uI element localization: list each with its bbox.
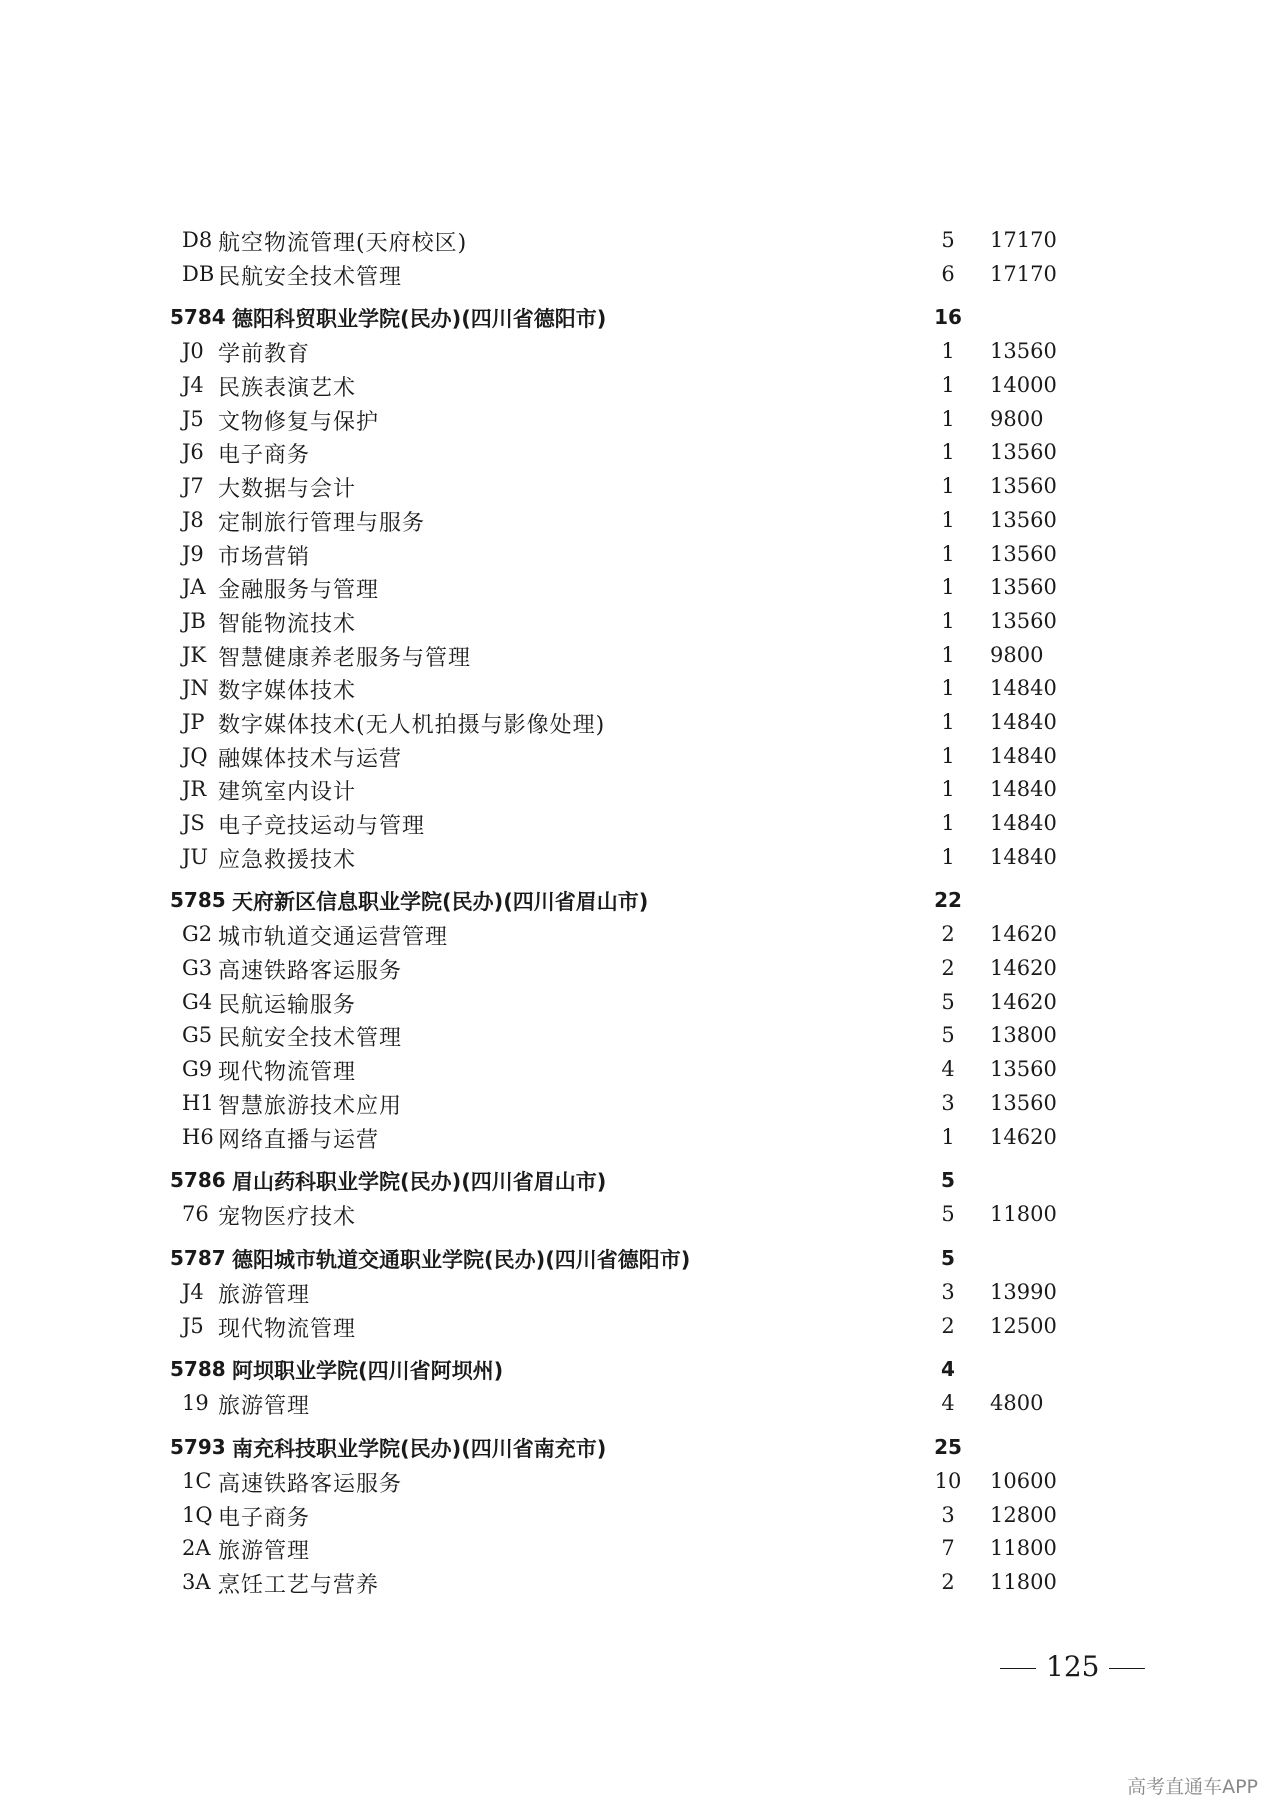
- major-tuition-fee: 13560: [990, 507, 1057, 532]
- major-code: JP: [182, 709, 205, 734]
- major-plan-count: 5: [941, 989, 955, 1014]
- major-code: H6: [182, 1124, 214, 1149]
- major-code: G3: [182, 956, 213, 981]
- major-tuition-fee: 14620: [990, 989, 1057, 1014]
- major-name: 智能物流技术: [218, 611, 357, 637]
- major-name: 城市轨道交通运营管理: [218, 925, 449, 951]
- major-tuition-fee: 14840: [990, 844, 1057, 869]
- major-name: 智慧旅游技术应用: [218, 1093, 403, 1119]
- school-code: 5786: [170, 1168, 226, 1193]
- major-plan-count: 6: [941, 261, 955, 286]
- major-plan-count: 1: [941, 406, 955, 431]
- major-row: [0, 1501, 1280, 1535]
- page-number: [990, 1650, 1155, 1683]
- major-row: [0, 1312, 1280, 1346]
- major-code: JQ: [182, 743, 208, 768]
- school-name: 德阳城市轨道交通职业学院(民办)(四川省德阳市): [232, 1247, 691, 1272]
- major-name: 电子商务: [218, 443, 311, 469]
- major-plan-count: 5: [941, 1202, 955, 1227]
- major-row: [0, 1534, 1280, 1568]
- major-name: 市场营销: [218, 544, 311, 570]
- major-plan-count: 5: [941, 228, 955, 252]
- major-tuition-fee: 14620: [990, 922, 1057, 947]
- major-name: 应急救援技术: [218, 847, 357, 873]
- major-tuition-fee: 11800: [990, 1202, 1057, 1227]
- major-code: J4: [182, 1279, 204, 1304]
- major-plan-count: 1: [941, 575, 955, 600]
- major-name: 融媒体技术与运营: [218, 746, 403, 772]
- major-row: [0, 472, 1280, 506]
- major-code: DB: [182, 261, 215, 286]
- major-code: J8: [182, 507, 204, 532]
- major-tuition-fee: 11800: [990, 1536, 1057, 1561]
- major-tuition-fee: 14620: [990, 1124, 1057, 1149]
- major-name: 网络直播与运营: [218, 1127, 380, 1153]
- major-code: JR: [182, 777, 207, 802]
- major-plan-count: 1: [941, 507, 955, 532]
- major-tuition-fee: 14840: [990, 811, 1057, 835]
- school-row: [0, 1433, 1280, 1467]
- major-plan-count: 1: [941, 339, 955, 364]
- major-name: 学前教育: [218, 342, 311, 368]
- school-plan-count: 22: [934, 888, 962, 913]
- school-name: 南充科技职业学院(民办)(四川省南充市): [232, 1436, 607, 1461]
- major-name: 宠物医疗技术: [218, 1205, 357, 1231]
- major-row: [0, 674, 1280, 708]
- major-name: 电子商务: [218, 1505, 311, 1531]
- major-code: G5: [182, 1023, 213, 1048]
- major-row: [0, 1389, 1280, 1423]
- major-plan-count: 10: [934, 1468, 962, 1493]
- school-code: 5785: [170, 888, 226, 913]
- major-tuition-fee: 12500: [990, 1313, 1057, 1338]
- major-name: 民航安全技术管理: [218, 1026, 403, 1052]
- watermark: 高考直通车APP: [1127, 1776, 1258, 1798]
- major-plan-count: 1: [941, 709, 955, 734]
- major-tuition-fee: 13560: [990, 1057, 1057, 1082]
- school-code: 5784: [170, 305, 226, 330]
- major-name: 数字媒体技术(无人机拍摄与影像处理): [218, 712, 606, 738]
- major-plan-count: 1: [941, 743, 955, 768]
- major-code: 2A: [182, 1536, 211, 1561]
- major-tuition-fee: 11800: [990, 1570, 1057, 1594]
- school-name: 阿坝职业学院(四川省阿坝州): [232, 1359, 504, 1384]
- major-code: 1C: [182, 1468, 212, 1493]
- major-tuition-fee: 17170: [990, 261, 1057, 286]
- major-row: [0, 1089, 1280, 1123]
- major-tuition-fee: 14840: [990, 676, 1057, 701]
- school-plan-count: 25: [934, 1434, 962, 1459]
- major-name: 高速铁路客运服务: [218, 1471, 403, 1497]
- major-plan-count: 2: [941, 922, 955, 947]
- major-row: [0, 742, 1280, 776]
- major-name: 大数据与会计: [218, 477, 357, 503]
- major-plan-count: 1: [941, 844, 955, 869]
- page-number-text: 125: [1046, 1650, 1100, 1683]
- major-code: 3A: [182, 1570, 211, 1594]
- school-code: 5787: [170, 1245, 226, 1270]
- major-code: D8: [182, 228, 213, 252]
- major-tuition-fee: 4800: [990, 1391, 1044, 1416]
- page-number-dash-left: [1000, 1668, 1036, 1669]
- major-row: [0, 843, 1280, 877]
- major-name: 旅游管理: [218, 1394, 311, 1420]
- major-row: [0, 1568, 1280, 1602]
- school-name: 天府新区信息职业学院(民办)(四川省眉山市): [232, 890, 649, 915]
- school-row: [0, 1355, 1280, 1389]
- major-tuition-fee: 14840: [990, 709, 1057, 734]
- major-code: G9: [182, 1057, 213, 1082]
- major-name: 金融服务与管理: [218, 578, 380, 604]
- major-name: 旅游管理: [218, 1539, 311, 1565]
- admission-table: [0, 226, 1280, 1602]
- major-tuition-fee: 17170: [990, 228, 1057, 252]
- school-row: [0, 1166, 1280, 1200]
- major-name: 现代物流管理: [218, 1316, 357, 1342]
- school-code: 5793: [170, 1434, 226, 1459]
- major-tuition-fee: 14620: [990, 956, 1057, 981]
- major-plan-count: 1: [941, 811, 955, 835]
- major-row: [0, 405, 1280, 439]
- major-code: JS: [182, 811, 205, 835]
- major-plan-count: 1: [941, 373, 955, 398]
- major-plan-count: 2: [941, 1570, 955, 1594]
- major-plan-count: 3: [941, 1090, 955, 1115]
- page-number-dash-right: [1109, 1668, 1145, 1669]
- major-tuition-fee: 14000: [990, 373, 1057, 398]
- major-name: 烹饪工艺与营养: [218, 1573, 380, 1598]
- major-plan-count: 1: [941, 541, 955, 566]
- major-plan-count: 7: [941, 1536, 955, 1561]
- major-plan-count: 1: [941, 777, 955, 802]
- major-row: [0, 1021, 1280, 1055]
- major-name: 数字媒体技术: [218, 679, 357, 705]
- major-name: 文物修复与保护: [218, 409, 380, 435]
- major-row: [0, 573, 1280, 607]
- major-code: 76: [182, 1202, 209, 1227]
- major-plan-count: 4: [941, 1391, 955, 1416]
- major-name: 民航安全技术管理: [218, 264, 403, 290]
- major-name: 电子竞技运动与管理: [218, 814, 426, 839]
- major-name: 定制旅行管理与服务: [218, 510, 426, 536]
- major-row: [0, 226, 1280, 260]
- major-tuition-fee: 13560: [990, 440, 1057, 465]
- major-row: [0, 954, 1280, 988]
- major-name: 智慧健康养老服务与管理: [218, 645, 472, 671]
- major-code: JA: [182, 575, 206, 600]
- school-code: 5788: [170, 1357, 226, 1382]
- major-plan-count: 2: [941, 1313, 955, 1338]
- major-code: G2: [182, 922, 213, 947]
- major-row: [0, 809, 1280, 843]
- major-row: [0, 1123, 1280, 1157]
- school-plan-count: 4: [941, 1357, 955, 1382]
- major-code: JK: [182, 642, 207, 667]
- major-row: [0, 1055, 1280, 1089]
- major-name: 民航运输服务: [218, 992, 357, 1018]
- major-row: [0, 540, 1280, 574]
- major-tuition-fee: 9800: [990, 642, 1044, 667]
- major-tuition-fee: 13560: [990, 1090, 1057, 1115]
- school-plan-count: 16: [934, 305, 962, 330]
- major-row: [0, 641, 1280, 675]
- school-row: [0, 886, 1280, 920]
- major-tuition-fee: 13560: [990, 339, 1057, 364]
- major-tuition-fee: 13800: [990, 1023, 1057, 1048]
- major-plan-count: 5: [941, 1023, 955, 1048]
- major-plan-count: 1: [941, 474, 955, 499]
- major-code: JB: [182, 608, 206, 633]
- major-name: 旅游管理: [218, 1282, 311, 1308]
- major-tuition-fee: 13990: [990, 1279, 1057, 1304]
- major-code: JU: [182, 844, 209, 869]
- major-tuition-fee: 9800: [990, 406, 1044, 431]
- major-plan-count: 1: [941, 642, 955, 667]
- school-plan-count: 5: [941, 1245, 955, 1270]
- major-code: H1: [182, 1090, 214, 1115]
- major-code: J6: [182, 440, 204, 465]
- major-code: J4: [182, 373, 204, 398]
- major-plan-count: 4: [941, 1057, 955, 1082]
- major-name: 现代物流管理: [218, 1060, 357, 1086]
- major-plan-count: 2: [941, 956, 955, 981]
- major-code: J0: [182, 339, 204, 364]
- major-code: J5: [182, 406, 204, 431]
- school-row: [0, 303, 1280, 337]
- major-tuition-fee: 12800: [990, 1502, 1057, 1527]
- major-name: 民族表演艺术: [218, 376, 357, 402]
- major-row: [0, 1278, 1280, 1312]
- major-plan-count: 1: [941, 608, 955, 633]
- major-code: J5: [182, 1313, 204, 1338]
- major-code: 1Q: [182, 1502, 213, 1527]
- major-plan-count: 1: [941, 440, 955, 465]
- major-code: J9: [182, 541, 204, 566]
- major-plan-count: 3: [941, 1279, 955, 1304]
- major-row: [0, 1200, 1280, 1234]
- school-row: [0, 1244, 1280, 1278]
- major-plan-count: 1: [941, 676, 955, 701]
- major-tuition-fee: 10600: [990, 1468, 1057, 1493]
- major-row: [0, 1467, 1280, 1501]
- major-row: [0, 708, 1280, 742]
- major-tuition-fee: 13560: [990, 541, 1057, 566]
- major-code: G4: [182, 989, 213, 1014]
- major-row: [0, 607, 1280, 641]
- major-row: [0, 988, 1280, 1022]
- major-row: [0, 775, 1280, 809]
- major-name: 航空物流管理(天府校区): [218, 231, 468, 256]
- major-row: [0, 337, 1280, 371]
- major-row: [0, 438, 1280, 472]
- major-tuition-fee: 13560: [990, 575, 1057, 600]
- school-name: 眉山药科职业学院(民办)(四川省眉山市): [232, 1170, 607, 1195]
- major-name: 建筑室内设计: [218, 780, 357, 806]
- major-row: [0, 920, 1280, 954]
- major-name: 高速铁路客运服务: [218, 959, 403, 985]
- major-tuition-fee: 13560: [990, 474, 1057, 499]
- major-plan-count: 3: [941, 1502, 955, 1527]
- major-code: J7: [182, 474, 204, 499]
- major-code: 19: [182, 1391, 209, 1416]
- major-plan-count: 1: [941, 1124, 955, 1149]
- major-row: [0, 371, 1280, 405]
- school-name: 德阳科贸职业学院(民办)(四川省德阳市): [232, 307, 607, 332]
- major-code: JN: [182, 676, 209, 701]
- major-row: [0, 260, 1280, 294]
- major-tuition-fee: 14840: [990, 743, 1057, 768]
- school-plan-count: 5: [941, 1168, 955, 1193]
- major-row: [0, 506, 1280, 540]
- major-tuition-fee: 13560: [990, 608, 1057, 633]
- major-tuition-fee: 14840: [990, 777, 1057, 802]
